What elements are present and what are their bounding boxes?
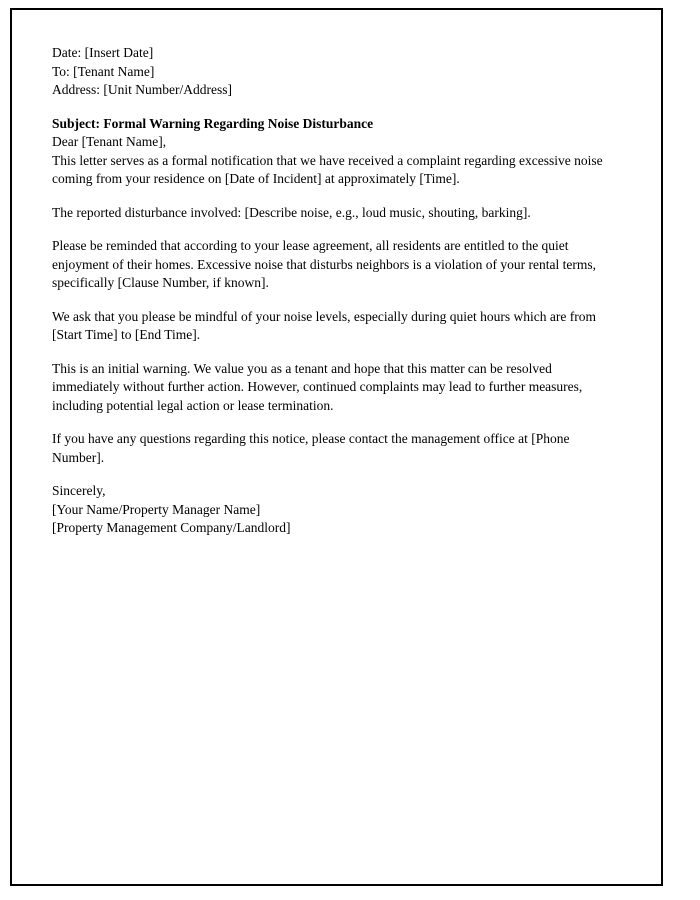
recipient-block [52, 63, 621, 100]
address-line: Address: [Unit Number/Address] [52, 82, 232, 97]
to-line: To: [Tenant Name] [52, 63, 155, 79]
date-line: Date: [Insert Date] [52, 45, 154, 60]
letter-page [10, 8, 663, 886]
body-paragraph: If you have any questions regarding this notice, please contact the management office at [Phone Number]. [52, 431, 570, 465]
closing: Sincerely, [52, 483, 106, 498]
signature-line: [Property Management Company/Landlord] [52, 520, 291, 535]
body-paragraph: We ask that you please be mindful of your noise levels, especially during quiet hours which are from [Start Time] to [End Time]. [52, 308, 597, 342]
signature-line: [Your Name/Property Manager Name] [52, 501, 261, 517]
subject-line: Subject: Formal Warning Regarding Noise Disturbance [52, 115, 374, 131]
signature-block [52, 501, 621, 538]
letter-content [12, 10, 661, 538]
body-paragraph: This letter serves as a formal notification that we have received a complaint regarding excessive noise coming from your residence on [Date of Incident] at approximately [Time]. [52, 152, 603, 186]
salutation: Dear [Tenant Name], [52, 134, 167, 149]
body-paragraph: This is an initial warning. We value you as a tenant and hope that this matter can be resolved immediately without further action. However, continued complaints may lead to further measures, including potential legal action or lease termination. [52, 360, 583, 413]
body-paragraph: The reported disturbance involved: [Describe noise, e.g., loud music, shouting, barking]. [52, 204, 531, 220]
body-paragraph: Please be reminded that according to your lease agreement, all residents are entitled to the quiet enjoyment of their homes. Excessive noise that disturbs neighbors is a violation of your rental terms, specifically [Clause Number, if known]. [52, 238, 597, 290]
